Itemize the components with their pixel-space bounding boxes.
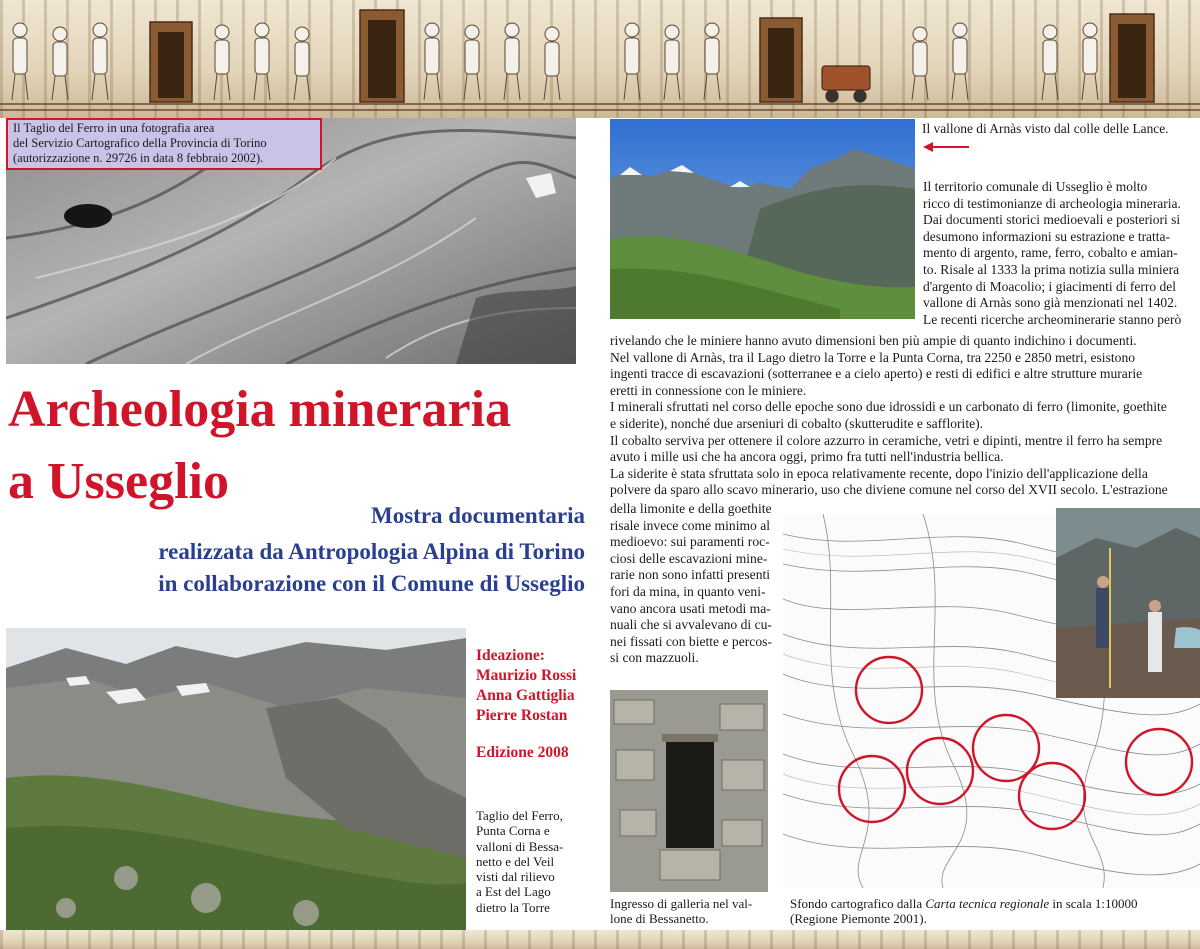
survey-photo (1056, 508, 1200, 698)
map-caption (790, 896, 1138, 927)
valley-photo (610, 119, 915, 319)
caption-line: Ingresso di galleria nel val- (610, 896, 753, 911)
edition-label: Edizione 2008 (476, 744, 569, 761)
caption-line: lone di Bessanetto. (610, 911, 709, 927)
landscape-photo (6, 628, 466, 930)
body-text (610, 333, 1168, 499)
body-line: rivelando che le miniere hanno avuto dimensioni ben più ampie di quanto indichino i documenti. (610, 333, 1137, 348)
subtitle-line-1: Mostra documentaria (371, 503, 585, 528)
body-line: La siderite è stata sfruttata solo in epoca relativamente recente, dopo l'inizio dell'applicazione della (610, 465, 1148, 481)
caption-line: a Est del Lago (476, 884, 551, 900)
subtitle-line-3: in collaborazione con il Comune di Usseglio (158, 571, 585, 596)
caption-line: netto e del Veil (476, 853, 555, 869)
decorative-frieze-top (0, 0, 1200, 118)
credit-name: Maurizio Rossi (476, 667, 577, 684)
map-caption-prefix: Sfondo cartografico dalla (790, 896, 926, 911)
body-line: polvere da sparo allo scavo minerario, uso che diviene comune nel corso del XVII secolo. L'estrazione (610, 482, 1168, 498)
body-line: eretti in connessione con le miniere. (610, 382, 807, 398)
gallery-caption (610, 896, 752, 927)
intro-line: vallone di Arnàs sono già menzionati nel 1402. (923, 295, 1178, 311)
arrow-left-icon (923, 140, 969, 154)
column-line: nuali che si avvalevano di cu- (610, 617, 772, 633)
column-line: ciosi delle escavazioni mine- (610, 550, 768, 566)
column-line: della limonite e della goethite (610, 501, 772, 516)
landscape-caption (476, 808, 563, 915)
intro-line: ricco di testimonianze di archeologia mineraria. (923, 195, 1181, 211)
column-line: medioevo: sui paramenti roc- (610, 534, 770, 550)
column-line: vano ancora usati metodi ma- (610, 600, 771, 616)
caption-line: visti dal rilievo (476, 869, 555, 885)
intro-line: Dai documenti storici medioevali e posteriori si (923, 212, 1181, 228)
main-title-line-2: a Usseglio (8, 453, 229, 510)
caption-line: Taglio del Ferro, (476, 808, 563, 823)
intro-line: d'argento di Moacolio; i giacimenti di ferro del (923, 278, 1176, 294)
body-line: avuto i mille usi che ha ancora oggi, primo fra tutti nell'industria bellica. (610, 449, 1004, 465)
body-line: ingenti tracce di escavazioni (sotterranee e a cielo aperto) e resti di edifici e altre strutture murarie (610, 366, 1143, 382)
column-line: si con mazzuoli. (610, 650, 699, 666)
caption-line: Il Taglio del Ferro in una fotografia area (13, 121, 215, 135)
column-text (610, 501, 772, 667)
body-line: Nel vallone di Arnàs, tra il Lago dietro la Torre e la Punta Corna, tra 2250 e 2850 metri, esistono (610, 349, 1136, 365)
caption-line: (autorizzazione n. 29726 in data 8 febbraio 2002). (13, 151, 264, 165)
column-line: nei fissati con biette e percos- (610, 633, 772, 649)
caption-line: Punta Corna e (476, 823, 550, 839)
decorative-frieze-bottom (0, 930, 1200, 949)
map-caption-line-2: (Regione Piemonte 2001). (790, 911, 927, 927)
body-line: Il cobalto serviva per ottenere il colore azzurro in ceramiche, vetri e dipinti, mentre il ferro ha sempre (610, 432, 1163, 448)
intro-line: to. Risale al 1333 la prima notizia sulla miniera (923, 261, 1180, 277)
map-caption-italic: Carta tecnica regionale (925, 896, 1050, 911)
caption-line: del Servizio Cartografico della Provincia di Torino (13, 136, 267, 150)
column-line: rarie non sono infatti presenti (610, 567, 771, 583)
intro-line: desumono informazioni su estrazione e tratta- (923, 228, 1171, 244)
credits-block (476, 646, 576, 726)
valley-caption: Il vallone di Arnàs visto dal colle delle Lance. (922, 121, 1169, 136)
main-title-line-1: Archeologia mineraria (8, 381, 512, 438)
body-line: I minerali sfruttati nel corso delle epoche sono due idrossidi e un carbonato di ferro (limonite, goethite (610, 399, 1167, 415)
column-line: risale invece come minimo al (610, 517, 771, 533)
aerial-photo-caption (6, 118, 322, 170)
intro-line: mento di argento, rame, ferro, cobalto e amian- (923, 245, 1178, 261)
caption-line: valloni di Bessa- (476, 838, 564, 854)
intro-text (923, 179, 1181, 328)
column-line: fori da mina, in quanto veni- (610, 583, 766, 599)
intro-line: Il territorio comunale di Usseglio è molto (923, 179, 1148, 194)
credits-heading: Ideazione: (476, 647, 545, 664)
caption-line: dietro la Torre (476, 899, 550, 915)
subtitle-line-2: realizzata da Antropologia Alpina di Torino (158, 539, 585, 564)
credit-name: Anna Gattiglia (476, 687, 575, 704)
body-line: e siderite), nonché due arseniuri di cobalto (skutterudite e safflorite). (610, 415, 984, 431)
credit-name: Pierre Rostan (476, 707, 568, 724)
map-caption-suffix: in scala 1:10000 (1049, 896, 1138, 911)
procession-illustration (0, 0, 1200, 118)
gallery-entrance-photo (610, 690, 768, 892)
intro-line: Le recenti ricerche archeominerarie stanno però (923, 311, 1182, 327)
